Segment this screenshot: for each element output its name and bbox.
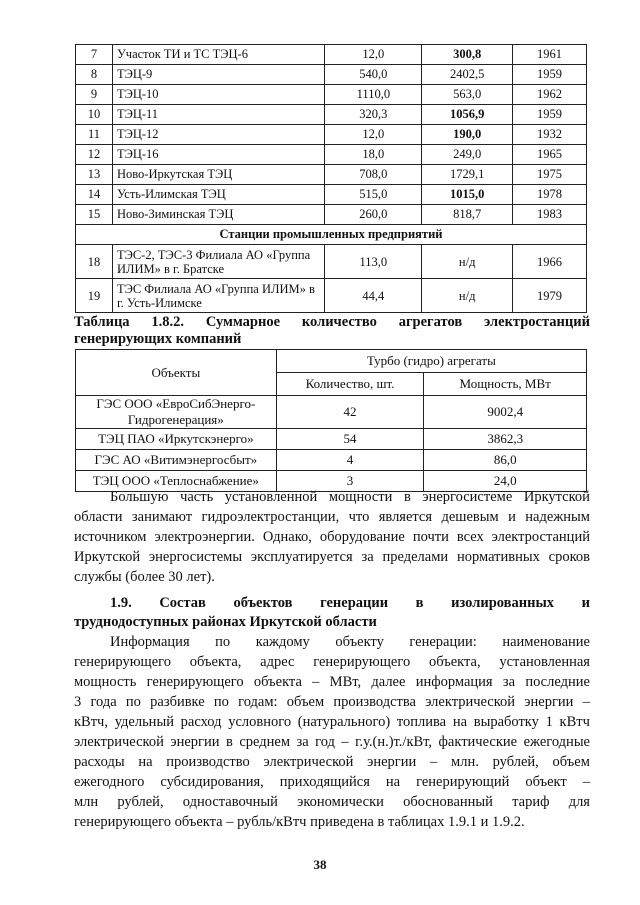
paragraph-line <box>74 632 590 652</box>
word: за <box>361 549 374 565</box>
station-power: 18,0 <box>325 145 422 165</box>
word: оборудование <box>319 529 405 545</box>
word: субсидирования, <box>160 774 264 790</box>
word: разбивке <box>150 694 205 710</box>
row-number: 10 <box>76 105 113 125</box>
heading-word: объектов <box>233 595 293 611</box>
word: рублей, <box>117 794 164 810</box>
object-name: ГЭС ООО «ЕвроСибЭнерго-Гидрогенерация» <box>76 396 277 429</box>
table-row <box>76 145 587 165</box>
word: (натурального) <box>297 714 391 730</box>
paragraph-line <box>74 487 590 507</box>
station-year: 1978 <box>513 185 587 205</box>
word: по <box>125 694 141 710</box>
row-number: 13 <box>76 165 113 185</box>
station-year: 1959 <box>513 65 587 85</box>
station-power: 44,4 <box>325 279 422 313</box>
row-number: 7 <box>76 45 113 65</box>
word: млн. <box>451 754 479 770</box>
station-output: 2402,5 <box>422 65 513 85</box>
word: генерирующего <box>74 654 171 670</box>
row-number: 9 <box>76 85 113 105</box>
aggregate-count: 42 <box>276 396 424 429</box>
header-turbo-group: Турбо (гидро) агрегаты <box>276 350 586 373</box>
station-output: 563,0 <box>422 85 513 105</box>
station-power: 515,0 <box>325 185 422 205</box>
table-row <box>76 185 587 205</box>
word: генерирующего <box>313 654 411 670</box>
word: далее <box>371 674 406 690</box>
word: года <box>90 694 117 710</box>
table-row <box>76 450 587 471</box>
object-name: ТЭЦ ПАО «Иркутскэнерго» <box>76 429 277 450</box>
caption-word: Таблица <box>74 314 130 330</box>
object-name: ГЭС АО «Витимэнергосбыт» <box>76 450 277 471</box>
word: тариф <box>512 794 550 810</box>
word: 1 <box>545 714 553 730</box>
station-name: ТЭС Филиала АО «Группа ИЛИМ» в г. Усть-Илимске <box>112 279 325 313</box>
station-power: 708,0 <box>325 165 422 185</box>
station-name: ТЭС-2, ТЭС-3 Филиала АО «Группа ИЛИМ» в г. Братске <box>112 245 325 279</box>
word: по <box>215 634 231 650</box>
paragraph-line: генерирующего объекта – рубль/кВтч приведена в таблицах 1.9.1 и 1.9.2. <box>74 814 525 830</box>
word: гидроэлектростанции, <box>201 509 340 525</box>
word: – <box>430 754 438 770</box>
station-power: 113,0 <box>325 245 422 279</box>
word: на <box>138 754 153 770</box>
word: объект <box>525 774 567 790</box>
word: является <box>378 509 433 525</box>
word: Информация <box>110 634 190 650</box>
section-heading-1-9 <box>74 594 590 632</box>
aggregates-table <box>75 349 587 492</box>
word: объекта, <box>189 654 242 670</box>
station-year: 1975 <box>513 165 587 185</box>
caption-word: количество <box>301 314 377 330</box>
station-output: н/д <box>422 245 513 279</box>
word: информация <box>415 674 493 690</box>
word: удельный <box>114 714 174 730</box>
word: что <box>348 509 370 525</box>
table-row <box>76 125 587 145</box>
word: МВт, <box>329 674 362 690</box>
word: генерации: <box>409 634 477 650</box>
word: годам: <box>238 694 278 710</box>
paragraph-line <box>74 732 590 752</box>
station-power: 540,0 <box>325 65 422 85</box>
paragraph-line <box>74 712 590 732</box>
word: области <box>74 509 123 525</box>
word: объекту <box>335 634 384 650</box>
row-number: 8 <box>76 65 113 85</box>
station-year: 1932 <box>513 125 587 145</box>
station-name: ТЭЦ-12 <box>112 125 325 145</box>
word: год <box>315 734 335 750</box>
station-power: 260,0 <box>325 205 422 225</box>
word: надежным <box>525 509 590 525</box>
table-row <box>76 205 587 225</box>
station-power: 1110,0 <box>325 85 422 105</box>
word: условного <box>228 714 292 730</box>
word: на <box>452 714 468 730</box>
word: электрической <box>74 734 164 750</box>
station-year: 1966 <box>513 245 587 279</box>
paragraph-line: службы (более 30 лет). <box>74 569 215 585</box>
word: ежегодного <box>74 774 145 790</box>
word: кВтч, <box>74 714 108 730</box>
paragraph-line <box>74 672 590 692</box>
word: энергии <box>524 694 574 710</box>
word: среднем <box>239 734 290 750</box>
word: Иркутской <box>523 489 590 505</box>
station-name: Ново-Иркутская ТЭЦ <box>112 165 325 185</box>
table-row <box>76 105 587 125</box>
caption-word: электростанций <box>484 314 590 330</box>
row-number: 12 <box>76 145 113 165</box>
word: последние <box>525 674 590 690</box>
word: электрической <box>263 754 354 770</box>
paragraph-line <box>74 527 590 547</box>
word: рублей, <box>492 754 539 770</box>
word: нормативных <box>456 549 540 565</box>
word: генерирующий <box>416 774 510 790</box>
station-output: 300,8 <box>422 45 513 65</box>
station-year: 1959 <box>513 105 587 125</box>
table-row <box>76 85 587 105</box>
word: расходы <box>74 754 125 770</box>
row-number: 19 <box>76 279 113 313</box>
word: каждому <box>255 634 310 650</box>
word: по <box>213 694 229 710</box>
word: выработку <box>473 714 539 730</box>
paragraph-line <box>74 507 590 527</box>
word: за <box>296 734 309 750</box>
word: пределами <box>382 549 449 565</box>
station-year: 1979 <box>513 279 587 313</box>
word: генерирующего <box>146 674 244 690</box>
word: сроков <box>548 549 590 565</box>
word: одноставочный <box>182 794 278 810</box>
word: Иркутской <box>74 549 141 565</box>
word: адрес <box>260 654 295 670</box>
table-row <box>76 396 587 429</box>
paragraph-generation-info <box>74 632 590 832</box>
station-year: 1965 <box>513 145 587 165</box>
heading-word: и <box>581 595 590 611</box>
word: кВтч <box>559 714 590 730</box>
word: производство <box>166 754 250 770</box>
word: почти <box>412 529 449 545</box>
heading-word: генерации <box>320 595 389 611</box>
station-output: 190,0 <box>422 125 513 145</box>
word: электрической <box>425 694 516 710</box>
word: – <box>582 774 590 790</box>
section-heading-line-2: труднодоступных районах Иркутской области <box>74 614 377 630</box>
caption-word: агрегатов <box>398 314 463 330</box>
word: электростанций <box>491 529 590 545</box>
word: 3 <box>74 694 82 710</box>
heading-word: в <box>415 595 424 611</box>
word: часть <box>180 489 214 505</box>
table-caption <box>74 314 590 348</box>
word: Большую <box>110 489 169 505</box>
station-name: Участок ТИ и ТС ТЭЦ-6 <box>112 45 325 65</box>
table-row <box>76 429 587 450</box>
station-name: ТЭЦ-10 <box>112 85 325 105</box>
aggregate-count: 54 <box>276 429 424 450</box>
table-row <box>76 45 587 65</box>
word: ежегодные <box>523 734 590 750</box>
table-row <box>76 165 587 185</box>
caption-word: Суммарное <box>205 314 281 330</box>
word: дешевым <box>441 509 499 525</box>
header-objects: Объекты <box>76 350 277 396</box>
table-row <box>76 65 587 85</box>
paragraph-line <box>74 547 590 567</box>
station-name: ТЭЦ-9 <box>112 65 325 85</box>
page-number: 38 <box>313 857 327 872</box>
station-power: 12,0 <box>325 45 422 65</box>
paragraph-line <box>74 692 590 712</box>
paragraph-line <box>74 652 590 672</box>
word: за <box>502 674 516 690</box>
station-output: 249,0 <box>422 145 513 165</box>
paragraph-line <box>74 752 590 772</box>
word: г.у.(н.)т./кВт, <box>355 734 433 750</box>
caption-word: 1.8.2. <box>151 314 184 330</box>
table-row <box>76 279 587 313</box>
station-year: 1983 <box>513 205 587 225</box>
paragraph-line <box>74 772 590 792</box>
aggregate-power: 24,0 <box>424 471 587 492</box>
word: – <box>582 694 590 710</box>
word: наименование <box>502 634 590 650</box>
word: фактические <box>438 734 518 750</box>
word: энергосистеме <box>422 489 513 505</box>
word: объекта <box>253 674 302 690</box>
word: занимают <box>131 509 193 525</box>
word: производства <box>333 694 416 710</box>
row-number: 15 <box>76 205 113 225</box>
caption-line-2: генерирующих компаний <box>74 331 242 347</box>
aggregate-power: 3862,3 <box>424 429 587 450</box>
word: в <box>225 734 233 750</box>
word: и <box>508 509 516 525</box>
header-count: Количество, шт. <box>276 373 424 396</box>
stations-table <box>75 44 587 313</box>
word: мощности <box>328 489 393 505</box>
station-output: 1015,0 <box>422 185 513 205</box>
word: для <box>568 794 590 810</box>
word: в <box>403 489 411 505</box>
word: обоснованный <box>403 794 493 810</box>
object-name: ТЭЦ ООО «Теплоснабжение» <box>76 471 277 492</box>
word: установленной <box>224 489 318 505</box>
station-name: ТЭЦ-11 <box>112 105 325 125</box>
station-output: 1729,1 <box>422 165 513 185</box>
station-name: ТЭЦ-16 <box>112 145 325 165</box>
aggregate-count: 4 <box>276 450 424 471</box>
station-power: 12,0 <box>325 125 422 145</box>
row-number: 18 <box>76 245 113 279</box>
word: объем <box>286 694 325 710</box>
word: источником <box>74 529 147 545</box>
word: энергии <box>367 754 417 770</box>
heading-word: Состав <box>159 595 206 611</box>
word: экономически <box>297 794 384 810</box>
station-power: 320,3 <box>325 105 422 125</box>
word: – <box>341 734 349 750</box>
section-title: Станции промышленных предприятий <box>76 225 587 245</box>
station-name: Ново-Зиминская ТЭЦ <box>112 205 325 225</box>
aggregate-count: 3 <box>276 471 424 492</box>
word: электроэнергии. <box>154 529 255 545</box>
heading-word: изолированных <box>451 595 555 611</box>
section-row <box>76 225 587 245</box>
station-output: н/д <box>422 279 513 313</box>
row-number: 11 <box>76 125 113 145</box>
word: Однако, <box>262 529 312 545</box>
station-output: 1056,9 <box>422 105 513 125</box>
row-number: 14 <box>76 185 113 205</box>
station-name: Усть-Илимская ТЭЦ <box>112 185 325 205</box>
word: расход <box>180 714 222 730</box>
station-year: 1961 <box>513 45 587 65</box>
table-row <box>76 245 587 279</box>
paragraph-line <box>74 792 590 812</box>
word: на <box>385 774 401 790</box>
word: объекта, <box>428 654 481 670</box>
word: объем <box>552 754 590 770</box>
word: всех <box>456 529 484 545</box>
word: мощность <box>74 674 137 690</box>
word: эксплуатируется <box>250 549 353 565</box>
heading-word: 1.9. <box>110 595 132 611</box>
word: – <box>312 674 320 690</box>
word: млн <box>74 794 99 810</box>
aggregate-power: 86,0 <box>424 450 587 471</box>
word: установленная <box>499 654 590 670</box>
station-output: 818,7 <box>422 205 513 225</box>
aggregate-power: 9002,4 <box>424 396 587 429</box>
word: топлива <box>396 714 447 730</box>
header-power: Мощность, МВт <box>424 373 587 396</box>
station-year: 1962 <box>513 85 587 105</box>
word: энергосистемы <box>148 549 243 565</box>
word: энергии <box>170 734 220 750</box>
word: приходящийся <box>279 774 370 790</box>
paragraph-hydro <box>74 487 590 587</box>
